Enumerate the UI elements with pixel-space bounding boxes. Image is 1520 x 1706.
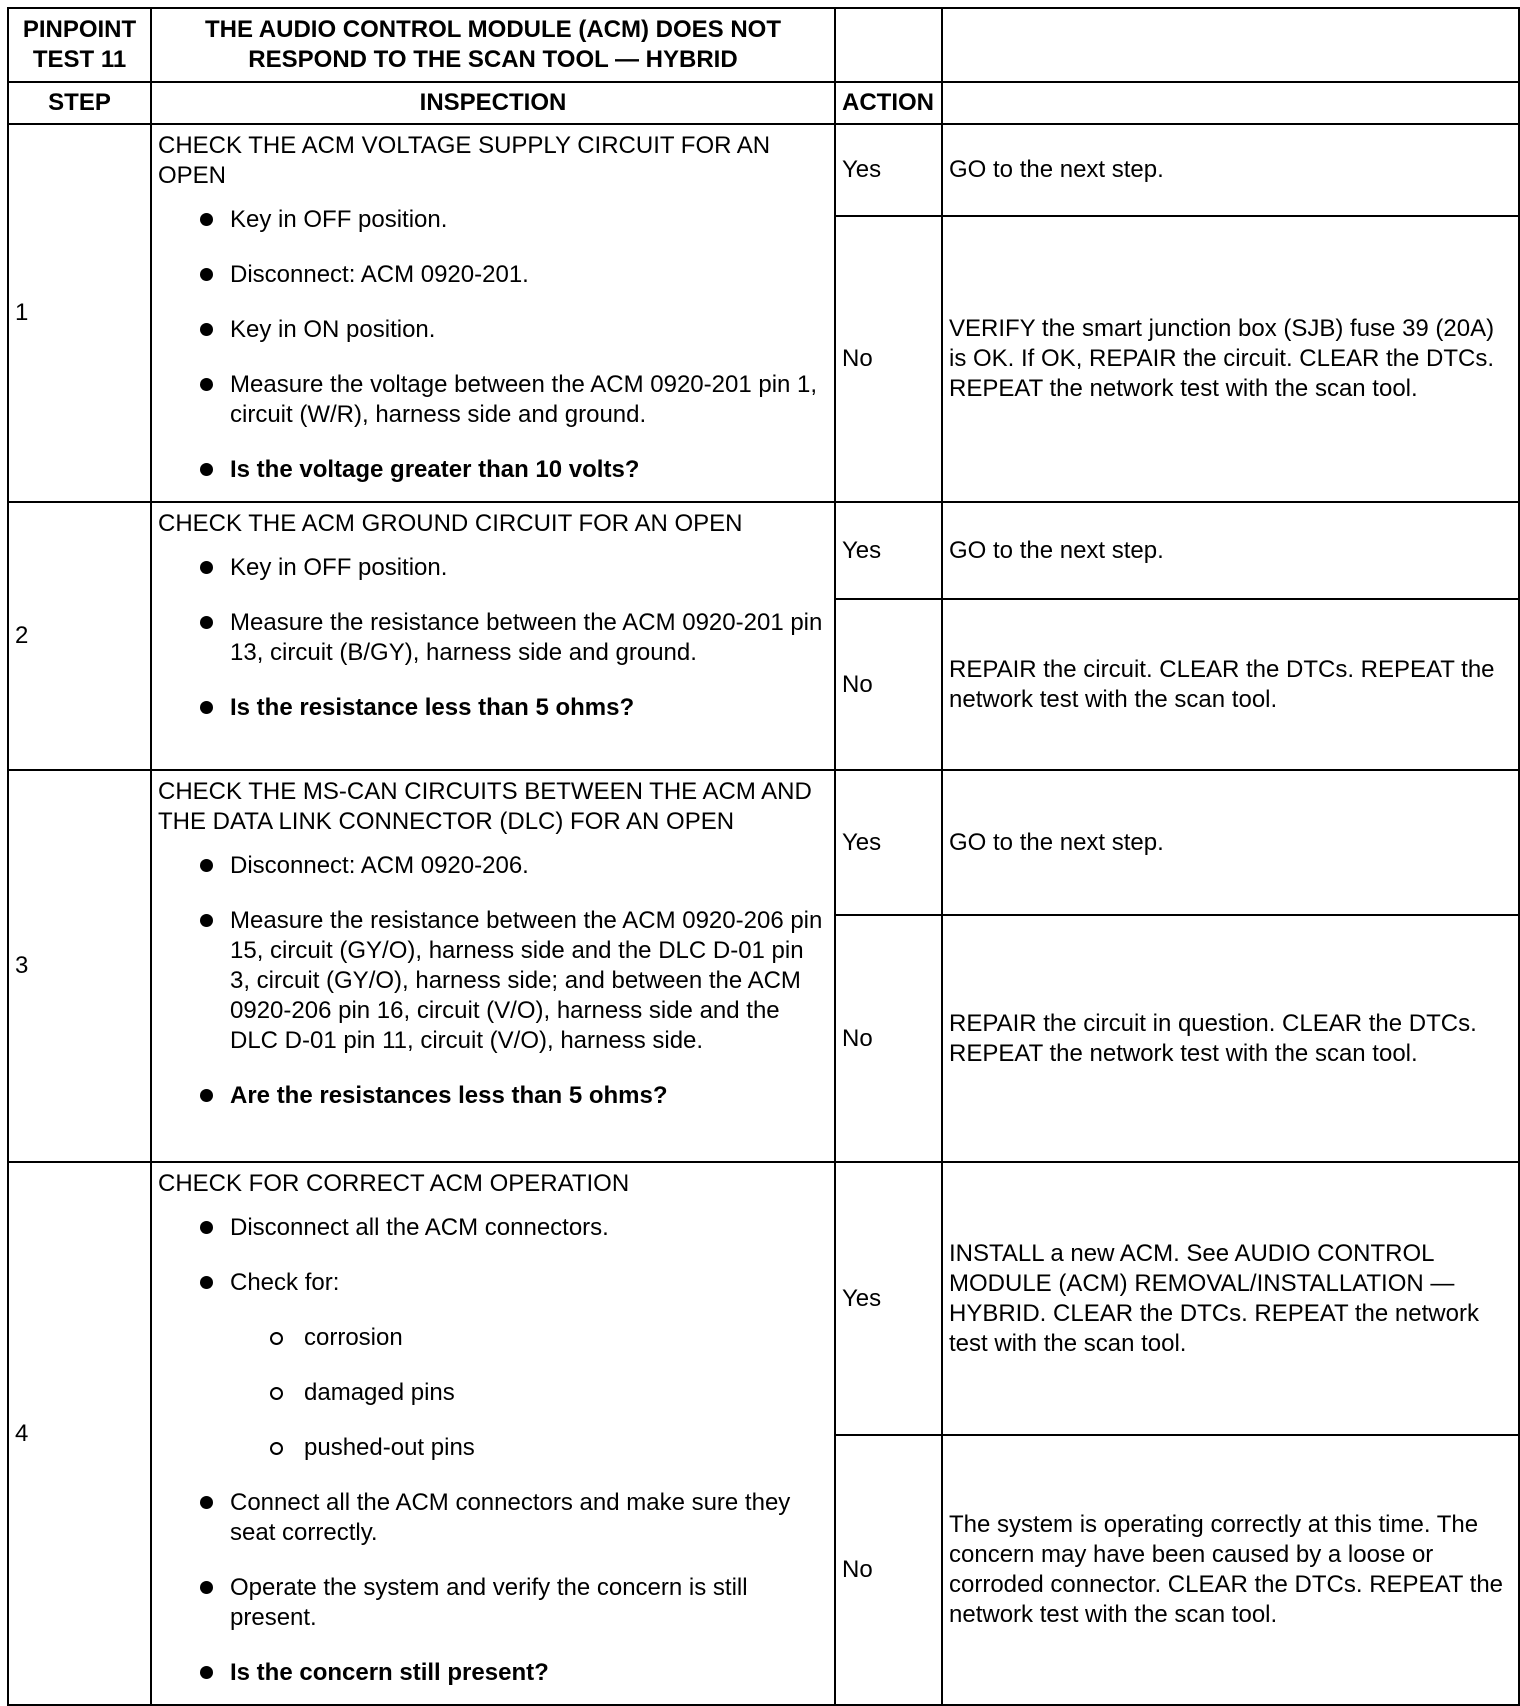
- step-number: 4: [8, 1162, 151, 1705]
- inspection-bullet: Measure the voltage between the ACM 0920-201 pin 1, circuit (W/R), harness side and ground.: [194, 370, 828, 430]
- inspection-question: Are the resistances less than 5 ohms?: [194, 1081, 828, 1111]
- inspection-bullet: [194, 1268, 828, 1463]
- action-no: VERIFY the smart junction box (SJB) fuse 39 (20A) is OK. If OK, REPAIR the circuit. CLEAR the DTCs. REPEAT the network test with the scan tool.: [942, 216, 1519, 502]
- inspection-bullet: Key in OFF position.: [194, 553, 828, 583]
- column-header-row: [8, 82, 1519, 124]
- step-number: 3: [8, 770, 151, 1162]
- column-header-step: STEP: [8, 82, 151, 124]
- step-row: [8, 1162, 1519, 1435]
- answer-yes: Yes: [835, 502, 942, 599]
- empty-header-cell: [942, 8, 1519, 82]
- action-no: The system is operating correctly at this time. The concern may have been caused by a loose or corroded connector. CLEAR the DTCs. REPEAT the network test with the scan tool.: [942, 1435, 1519, 1705]
- answer-no: No: [835, 915, 942, 1162]
- inspection-question: Is the resistance less than 5 ohms?: [194, 693, 828, 723]
- action-no: REPAIR the circuit. CLEAR the DTCs. REPEAT the network test with the scan tool.: [942, 599, 1519, 770]
- inspection-title: CHECK THE MS-CAN CIRCUITS BETWEEN THE ACM AND THE DATA LINK CONNECTOR (DLC) FOR AN OPEN: [158, 778, 812, 835]
- answer-yes: Yes: [835, 770, 942, 915]
- inspection-cell: [151, 770, 835, 1162]
- action-no: REPAIR the circuit in question. CLEAR the DTCs. REPEAT the network test with the scan tool.: [942, 915, 1519, 1162]
- pinpoint-test-document: [7, 7, 1518, 1700]
- inspection-list: [158, 205, 828, 485]
- step-number: 2: [8, 502, 151, 770]
- check-subitem: pushed-out pins: [270, 1433, 828, 1463]
- inspection-cell: [151, 502, 835, 770]
- inspection-list: [158, 1213, 828, 1688]
- action-yes: GO to the next step.: [942, 770, 1519, 915]
- title-row: [8, 8, 1519, 82]
- step-row: [8, 502, 1519, 599]
- inspection-title: CHECK THE ACM GROUND CIRCUIT FOR AN OPEN: [158, 510, 743, 537]
- inspection-list: [158, 553, 828, 723]
- step-row: [8, 124, 1519, 216]
- answer-no: No: [835, 1435, 942, 1705]
- pinpoint-test-table: [7, 7, 1520, 1706]
- empty-header-cell: [942, 82, 1519, 124]
- inspection-bullet: Disconnect: ACM 0920-206.: [194, 851, 828, 881]
- action-yes: GO to the next step.: [942, 124, 1519, 216]
- column-header-action: ACTION: [835, 82, 942, 124]
- check-sublist: [230, 1323, 828, 1463]
- empty-header-cell: [835, 8, 942, 82]
- inspection-title: CHECK THE ACM VOLTAGE SUPPLY CIRCUIT FOR AN OPEN: [158, 132, 771, 189]
- action-yes: INSTALL a new ACM. See AUDIO CONTROL MODULE (ACM) REMOVAL/INSTALLATION — HYBRID. CLEAR the DTCs. REPEAT the network test with the scan tool.: [942, 1162, 1519, 1435]
- check-subitem: corrosion: [270, 1323, 828, 1353]
- inspection-bullet: Measure the resistance between the ACM 0920-201 pin 13, circuit (B/GY), harness side and ground.: [194, 608, 828, 668]
- inspection-question: Is the voltage greater than 10 volts?: [194, 455, 828, 485]
- inspection-title: CHECK FOR CORRECT ACM OPERATION: [158, 1170, 630, 1197]
- inspection-cell: [151, 124, 835, 502]
- inspection-bullet-text: Check for:: [230, 1269, 340, 1296]
- test-label: PINPOINT TEST 11: [8, 8, 151, 82]
- inspection-bullet: Measure the resistance between the ACM 0920-206 pin 15, circuit (GY/O), harness side and the DLC D-01 pin 3, circuit (GY/O), harness side; and between the ACM 0920-206 pin 16, circuit (V/O), harness side and the DLC D-01 pin 11, circuit (V/O), harness side.: [194, 906, 828, 1056]
- answer-yes: Yes: [835, 124, 942, 216]
- answer-no: No: [835, 599, 942, 770]
- inspection-bullet: Connect all the ACM connectors and make sure they seat correctly.: [194, 1488, 828, 1548]
- inspection-question: Is the concern still present?: [194, 1658, 828, 1688]
- check-subitem: damaged pins: [270, 1378, 828, 1408]
- test-title: THE AUDIO CONTROL MODULE (ACM) DOES NOT RESPOND TO THE SCAN TOOL — HYBRID: [151, 8, 835, 82]
- inspection-bullet: Key in ON position.: [194, 315, 828, 345]
- inspection-bullet: Operate the system and verify the concern is still present.: [194, 1573, 828, 1633]
- inspection-bullet: Disconnect all the ACM connectors.: [194, 1213, 828, 1243]
- inspection-bullet: Key in OFF position.: [194, 205, 828, 235]
- step-number: 1: [8, 124, 151, 502]
- inspection-bullet: Disconnect: ACM 0920-201.: [194, 260, 828, 290]
- step-row: [8, 770, 1519, 915]
- answer-yes: Yes: [835, 1162, 942, 1435]
- action-yes: GO to the next step.: [942, 502, 1519, 599]
- inspection-cell: [151, 1162, 835, 1705]
- answer-no: No: [835, 216, 942, 502]
- inspection-list: [158, 851, 828, 1111]
- column-header-inspection: INSPECTION: [151, 82, 835, 124]
